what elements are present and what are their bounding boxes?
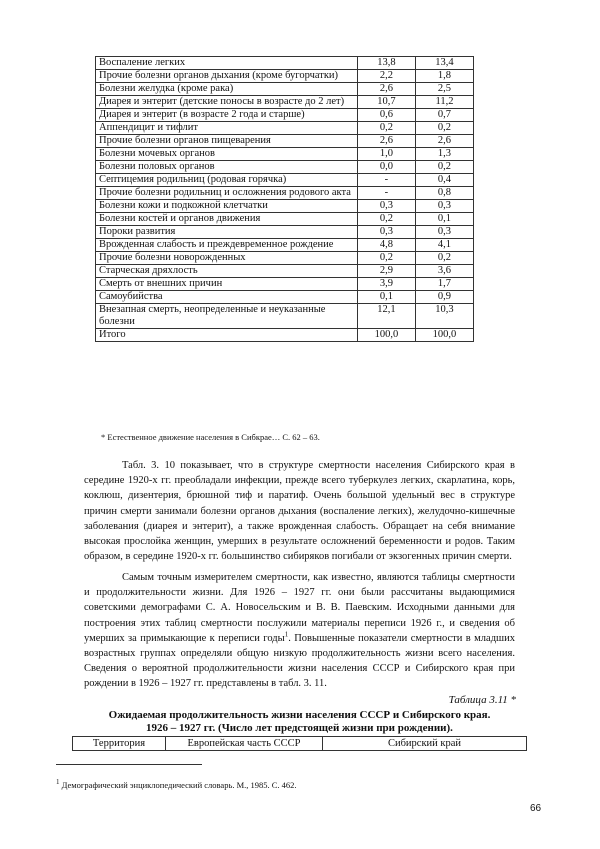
cause-cell: Прочие болезни новорожденных — [96, 252, 358, 265]
causes-of-death-table-body — [96, 57, 474, 342]
footnote — [56, 780, 297, 790]
value-1927-cell: 0,3 — [415, 226, 473, 239]
value-1926-cell: 0,1 — [357, 291, 415, 304]
causes-of-death-table — [95, 56, 474, 342]
table-row — [96, 239, 474, 252]
cause-cell: Диарея и энтерит (детские поносы в возрасте до 2 лет) — [96, 96, 358, 109]
value-1926-cell: - — [357, 187, 415, 200]
cause-cell: Болезни половых органов — [96, 161, 358, 174]
value-1926-cell: 1,0 — [357, 148, 415, 161]
value-1926-cell: 0,2 — [357, 252, 415, 265]
value-1927-cell: 0,4 — [415, 174, 473, 187]
value-1926-cell: 0,3 — [357, 200, 415, 213]
footnote-separator — [56, 764, 202, 765]
value-1926-cell: 0,2 — [357, 122, 415, 135]
cause-cell: Итого — [96, 329, 358, 342]
value-1926-cell: 100,0 — [357, 329, 415, 342]
value-1927-cell: 2,5 — [415, 83, 473, 96]
value-1927-cell: 13,4 — [415, 57, 473, 70]
table-row — [96, 252, 474, 265]
table-row — [96, 329, 474, 342]
value-1926-cell: 2,6 — [357, 83, 415, 96]
table-row — [96, 148, 474, 161]
value-1927-cell: 4,1 — [415, 239, 473, 252]
table-row — [96, 200, 474, 213]
footnote-number: 1 — [56, 778, 60, 787]
cause-cell: Аппендицит и тифлит — [96, 122, 358, 135]
table-row — [96, 57, 474, 70]
life-expectancy-header-row — [73, 737, 527, 751]
table-source-note: * Естественное движение населения в Сибкрае… С. 62 – 63. — [101, 432, 320, 442]
header-territory: Территория — [73, 737, 166, 751]
value-1927-cell: 0,7 — [415, 109, 473, 122]
table-row — [96, 278, 474, 291]
table-row — [96, 109, 474, 122]
table-row — [96, 187, 474, 200]
table-row — [96, 70, 474, 83]
table-row — [96, 265, 474, 278]
table-row — [96, 291, 474, 304]
table-row — [96, 135, 474, 148]
cause-cell: Болезни кожи и подкожной клетчатки — [96, 200, 358, 213]
cause-cell: Диарея и энтерит (в возрасте 2 года и старше) — [96, 109, 358, 122]
table-row — [96, 226, 474, 239]
paragraph-2 — [84, 570, 515, 692]
value-1926-cell: 12,1 — [357, 304, 415, 329]
footnote-text: Демографический энциклопедический словарь. М., 1985. С. 462. — [59, 780, 297, 790]
paragraph-1-text: Табл. 3. 10 показывает, что в структуре смертности населения Сибирского края в середине 1920-х гг. преобладали инфекции, прежде всего туберкулез легких, скарлатина, корь, коклюш, дизентерия, брюшной тиф и паратиф. Очень большой удельный вес в структуре причин смерти занимали болезни органов дыхания (воспаление легких), желудочно-кишечные заболевания (диарея и энтерит), а также врожденная слабость. Обращает на себя внимание высокая прослойка женщин, умерших в результате осложнений беременности и родов. Таким образом, в середине 1920-х гг. большинство сибиряков погибали от экзогенных причин смерти. — [84, 460, 515, 563]
value-1926-cell: 0,3 — [357, 226, 415, 239]
value-1927-cell: 100,0 — [415, 329, 473, 342]
cause-cell: Смерть от внешних причин — [96, 278, 358, 291]
cause-cell: Врожденная слабость и преждевременное рождение — [96, 239, 358, 252]
value-1927-cell: 0,2 — [415, 252, 473, 265]
cause-cell: Самоубийства — [96, 291, 358, 304]
header-european-ussr: Европейская часть СССР — [166, 737, 323, 751]
value-1927-cell: 3,6 — [415, 265, 473, 278]
cause-cell: Прочие болезни родильниц и осложнения родового акта — [96, 187, 358, 200]
cause-cell: Болезни мочевых органов — [96, 148, 358, 161]
table-3-11-label: Таблица 3.11 * — [448, 694, 516, 706]
value-1927-cell: 0,8 — [415, 187, 473, 200]
value-1926-cell: 0,2 — [357, 213, 415, 226]
value-1926-cell: 3,9 — [357, 278, 415, 291]
value-1927-cell: 10,3 — [415, 304, 473, 329]
table-row — [96, 161, 474, 174]
table-3-11-title-line1: Ожидаемая продолжительность жизни населения СССР и Сибирского края. — [108, 709, 491, 721]
value-1926-cell: 0,0 — [357, 161, 415, 174]
value-1926-cell: 2,6 — [357, 135, 415, 148]
value-1926-cell: 4,8 — [357, 239, 415, 252]
value-1927-cell: 0,2 — [415, 122, 473, 135]
cause-cell: Пороки развития — [96, 226, 358, 239]
value-1927-cell: 1,8 — [415, 70, 473, 83]
cause-cell: Болезни костей и органов движения — [96, 213, 358, 226]
table-row — [96, 96, 474, 109]
cause-cell: Прочие болезни органов дыхания (кроме бугорчатки) — [96, 70, 358, 83]
cause-cell: Прочие болезни органов пищеварения — [96, 135, 358, 148]
table-row — [96, 122, 474, 135]
value-1927-cell: 2,6 — [415, 135, 473, 148]
value-1927-cell: 11,2 — [415, 96, 473, 109]
table-row — [96, 174, 474, 187]
header-siberian-krai: Сибирский край — [323, 737, 527, 751]
value-1927-cell: 1,3 — [415, 148, 473, 161]
table-3-11-title-line2: 1926 – 1927 гг. (Число лет предстоящей жизни при рождении). — [146, 722, 453, 734]
paragraph-1 — [84, 458, 515, 564]
value-1926-cell: 2,9 — [357, 265, 415, 278]
cause-cell: Внезапная смерть, неопределенные и неуказанные болезни — [96, 304, 358, 329]
value-1926-cell: 0,6 — [357, 109, 415, 122]
value-1926-cell: 10,7 — [357, 96, 415, 109]
page-number: 66 — [530, 803, 542, 814]
cause-cell: Воспаление легких — [96, 57, 358, 70]
value-1927-cell: 0,2 — [415, 161, 473, 174]
paragraph-2-text-b: . Повышенные показатели смертности в младших возрастных группах определяли общую низкую продолжительность жизни всего населения. Сведения о вероятной продолжительности жизни населения СССР и Сибирского края при рождении в 1926 – 1927 гг. представлены в табл. 3. 11. — [84, 632, 515, 690]
footnote-reference[interactable]: 1 — [284, 630, 289, 639]
value-1926-cell: 2,2 — [357, 70, 415, 83]
cause-cell: Старческая дряхлость — [96, 265, 358, 278]
table-row — [96, 213, 474, 226]
value-1927-cell: 0,3 — [415, 200, 473, 213]
value-1927-cell: 0,1 — [415, 213, 473, 226]
value-1926-cell: - — [357, 174, 415, 187]
life-expectancy-table — [72, 736, 527, 751]
table-row — [96, 304, 474, 329]
value-1927-cell: 1,7 — [415, 278, 473, 291]
value-1926-cell: 13,8 — [357, 57, 415, 70]
cause-cell: Септицемия родильниц (родовая горячка) — [96, 174, 358, 187]
cause-cell: Болезни желудка (кроме рака) — [96, 83, 358, 96]
paragraph-2-text-a: Самым точным измерителем смертности, как известно, являются таблицы смертности и продолжительности жизни. Для 1926 – 1927 гг. они были рассчитаны выдающимися советскими демографами С. А. Новосельским и В. В. Паевским. Исходными данными для построения этих таблиц смертности послужили материалы переписи 1926 г., и сведения об умерших за примыкающие к переписи годы — [84, 572, 515, 644]
table-row — [96, 83, 474, 96]
value-1927-cell: 0,9 — [415, 291, 473, 304]
